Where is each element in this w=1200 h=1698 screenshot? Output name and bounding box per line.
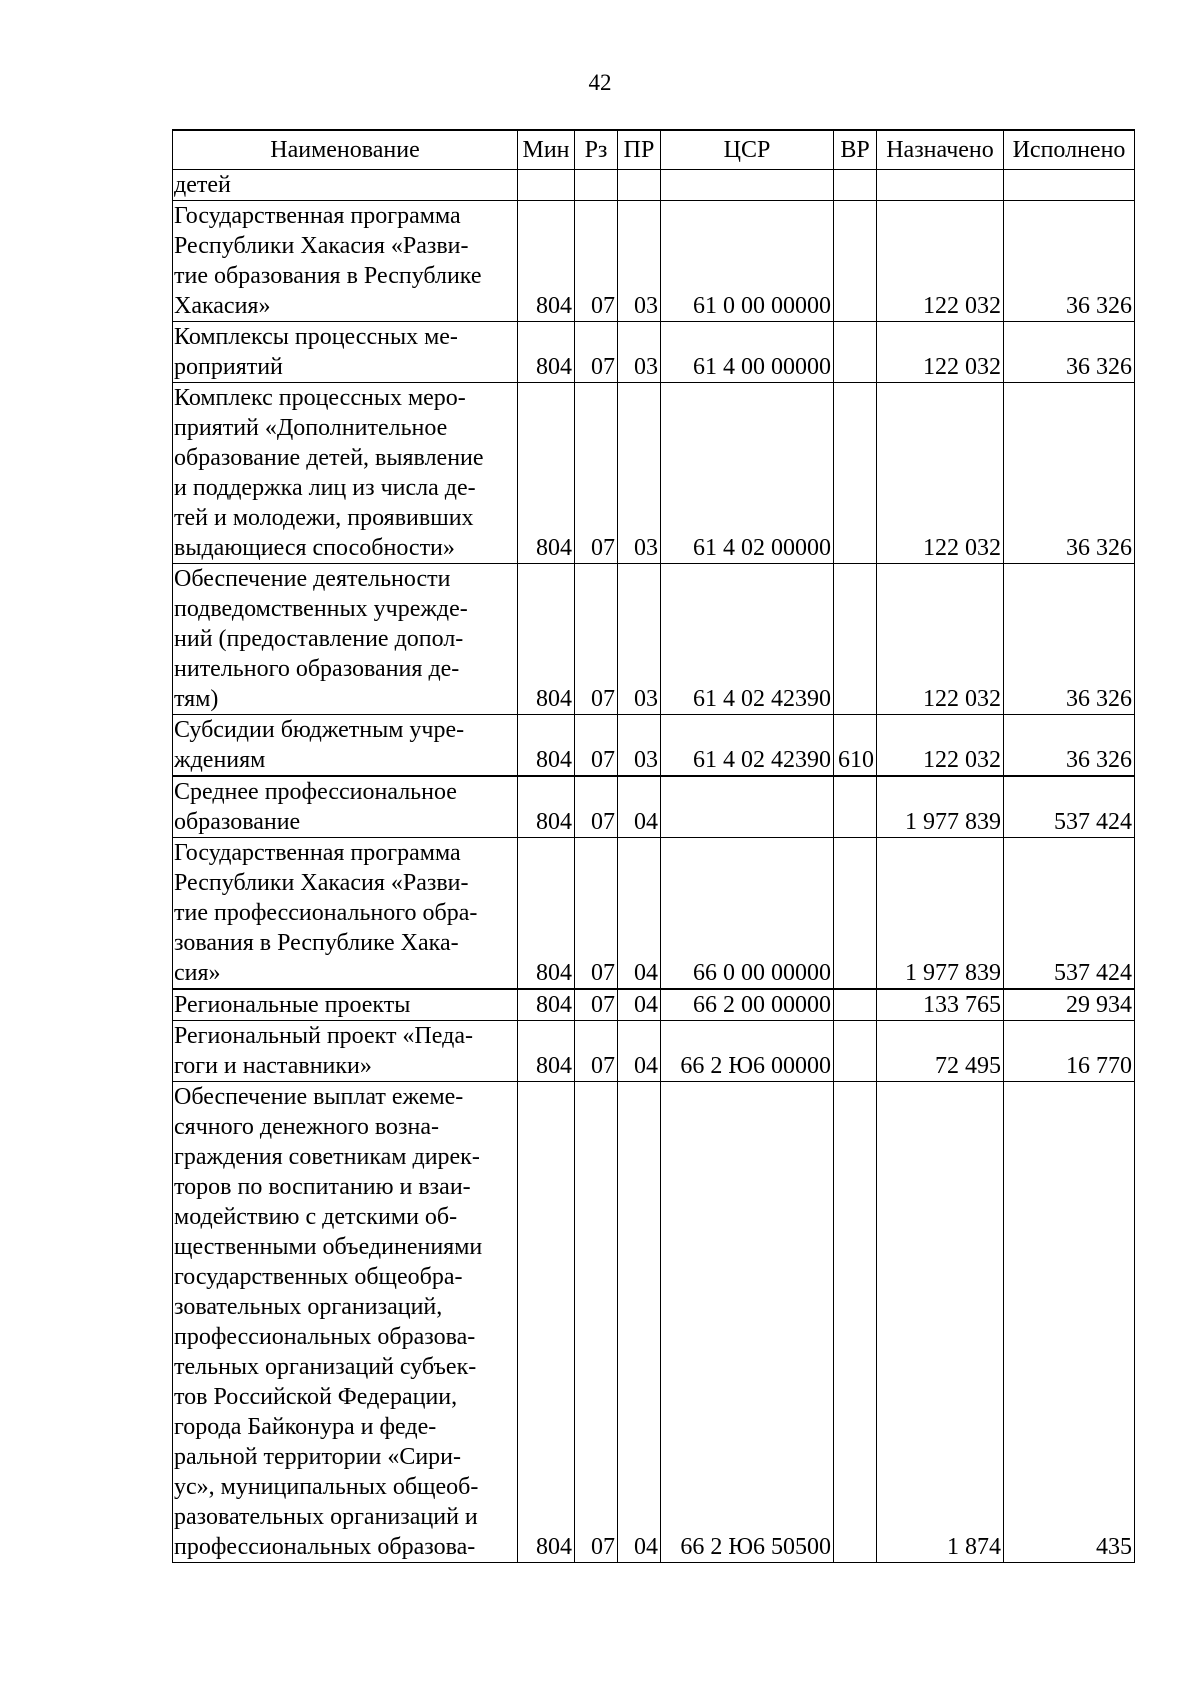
cell-vr <box>834 201 877 322</box>
cell-rz: 07 <box>575 1082 618 1563</box>
cell-assigned: 1 977 839 <box>877 838 1004 990</box>
table-row <box>173 989 1135 1021</box>
cell-vr <box>834 1082 877 1563</box>
cell-pr: 04 <box>618 838 661 990</box>
cell-pr: 03 <box>618 383 661 564</box>
cell-min: 804 <box>518 322 575 383</box>
table-header-row <box>173 130 1135 170</box>
cell-pr: 04 <box>618 776 661 838</box>
cell-vr <box>834 1021 877 1082</box>
header-rz: Рз <box>575 130 618 170</box>
cell-csr: 61 4 02 42390 <box>661 715 834 777</box>
budget-table <box>172 129 1135 1563</box>
cell-name: Обеспечение деятельности подведомственных учрежде- ний (предоставление допол- нительного образования де- тям) <box>173 564 518 715</box>
cell-csr: 61 0 00 00000 <box>661 201 834 322</box>
cell-vr <box>834 989 877 1021</box>
cell-min: 804 <box>518 776 575 838</box>
header-pr: ПР <box>618 130 661 170</box>
cell-pr: 04 <box>618 1082 661 1563</box>
cell-pr: 04 <box>618 989 661 1021</box>
table-row <box>173 201 1135 322</box>
cell-pr: 03 <box>618 564 661 715</box>
cell-vr <box>834 838 877 990</box>
cell-min <box>518 170 575 201</box>
cell-assigned: 1 874 <box>877 1082 1004 1563</box>
table-row <box>173 1082 1135 1563</box>
cell-executed: 36 326 <box>1004 564 1135 715</box>
cell-csr: 61 4 00 00000 <box>661 322 834 383</box>
table-row <box>173 322 1135 383</box>
cell-csr: 61 4 02 42390 <box>661 564 834 715</box>
cell-executed: 537 424 <box>1004 838 1135 990</box>
cell-executed <box>1004 170 1135 201</box>
cell-rz <box>575 170 618 201</box>
cell-name: Государственная программа Республики Хакасия «Разви- тие профессионального обра- зования в Республике Хака- сия» <box>173 838 518 990</box>
cell-rz: 07 <box>575 1021 618 1082</box>
cell-min: 804 <box>518 989 575 1021</box>
cell-executed: 36 326 <box>1004 322 1135 383</box>
cell-executed: 537 424 <box>1004 776 1135 838</box>
cell-rz: 07 <box>575 715 618 777</box>
cell-vr <box>834 322 877 383</box>
header-csr: ЦСР <box>661 130 834 170</box>
cell-vr <box>834 170 877 201</box>
cell-vr: 610 <box>834 715 877 777</box>
table-row <box>173 776 1135 838</box>
cell-assigned: 72 495 <box>877 1021 1004 1082</box>
cell-name: детей <box>173 170 518 201</box>
cell-name: Региональный проект «Педа- гоги и наставники» <box>173 1021 518 1082</box>
cell-name: Комплекс процессных меро- приятий «Дополнительное образование детей, выявление и поддержка лиц из числа де- тей и молодежи, проявивших выдающиеся способности» <box>173 383 518 564</box>
cell-rz: 07 <box>575 776 618 838</box>
table-row <box>173 1021 1135 1082</box>
page-number: 42 <box>588 70 612 95</box>
cell-assigned: 122 032 <box>877 322 1004 383</box>
cell-min: 804 <box>518 1082 575 1563</box>
cell-name: Обеспечение выплат ежеме- сячного денежного возна- граждения советникам дирек- торов по воспитанию и взаи- модействию с детскими об- щественными объединениями государственных общеобра- зовательных организаций, профессиональных образова- тельных организаций субъек- тов Российской Федерации, города Байконура и феде- ральной территории «Сири- ус», муниципальных общеоб- разовательных организаций и профессиональных образова- <box>173 1082 518 1563</box>
cell-name: Региональные проекты <box>173 989 518 1021</box>
table-row <box>173 564 1135 715</box>
table-row <box>173 170 1135 201</box>
cell-executed: 16 770 <box>1004 1021 1135 1082</box>
cell-csr: 66 0 00 00000 <box>661 838 834 990</box>
cell-assigned: 1 977 839 <box>877 776 1004 838</box>
cell-min: 804 <box>518 1021 575 1082</box>
cell-rz: 07 <box>575 989 618 1021</box>
cell-csr: 66 2 00 00000 <box>661 989 834 1021</box>
cell-assigned: 122 032 <box>877 715 1004 777</box>
cell-csr: 61 4 02 00000 <box>661 383 834 564</box>
cell-min: 804 <box>518 838 575 990</box>
cell-pr: 04 <box>618 1021 661 1082</box>
cell-min: 804 <box>518 564 575 715</box>
header-min: Мин <box>518 130 575 170</box>
cell-executed: 29 934 <box>1004 989 1135 1021</box>
table-row <box>173 838 1135 990</box>
cell-executed: 435 <box>1004 1082 1135 1563</box>
cell-pr <box>618 170 661 201</box>
cell-min: 804 <box>518 201 575 322</box>
cell-vr <box>834 564 877 715</box>
cell-assigned: 122 032 <box>877 383 1004 564</box>
cell-rz: 07 <box>575 838 618 990</box>
header-name: Наименование <box>173 130 518 170</box>
cell-name: Среднее профессиональное образование <box>173 776 518 838</box>
cell-rz: 07 <box>575 201 618 322</box>
cell-csr: 66 2 Ю6 00000 <box>661 1021 834 1082</box>
cell-rz: 07 <box>575 564 618 715</box>
cell-executed: 36 326 <box>1004 201 1135 322</box>
cell-vr <box>834 776 877 838</box>
cell-vr <box>834 383 877 564</box>
table-body <box>173 170 1135 1563</box>
table-row <box>173 715 1135 777</box>
cell-assigned: 122 032 <box>877 201 1004 322</box>
cell-min: 804 <box>518 715 575 777</box>
cell-name: Государственная программа Республики Хакасия «Разви- тие образования в Республике Хакасия» <box>173 201 518 322</box>
cell-csr <box>661 776 834 838</box>
header-assigned: Назначено <box>877 130 1004 170</box>
cell-executed: 36 326 <box>1004 715 1135 777</box>
cell-assigned: 122 032 <box>877 564 1004 715</box>
cell-name: Субсидии бюджетным учре- ждениям <box>173 715 518 777</box>
cell-pr: 03 <box>618 322 661 383</box>
cell-assigned <box>877 170 1004 201</box>
table-row <box>173 383 1135 564</box>
cell-pr: 03 <box>618 715 661 777</box>
header-vr: ВР <box>834 130 877 170</box>
cell-rz: 07 <box>575 322 618 383</box>
cell-min: 804 <box>518 383 575 564</box>
header-executed: Исполнено <box>1004 130 1135 170</box>
cell-executed: 36 326 <box>1004 383 1135 564</box>
cell-name: Комплексы процессных ме- роприятий <box>173 322 518 383</box>
cell-csr: 66 2 Ю6 50500 <box>661 1082 834 1563</box>
cell-pr: 03 <box>618 201 661 322</box>
cell-csr <box>661 170 834 201</box>
cell-rz: 07 <box>575 383 618 564</box>
cell-assigned: 133 765 <box>877 989 1004 1021</box>
